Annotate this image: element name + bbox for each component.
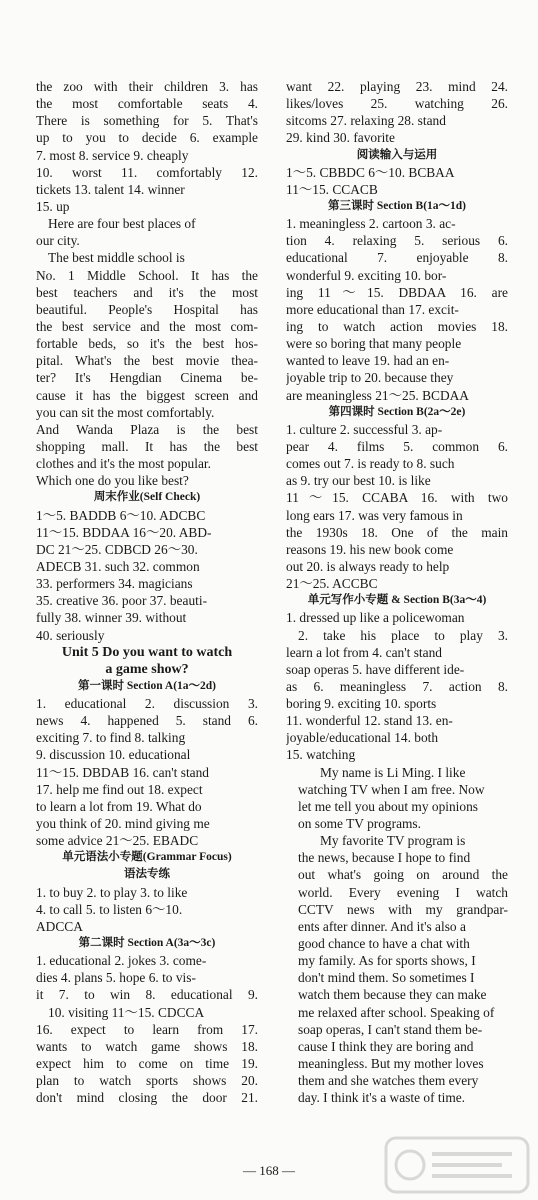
- right-line: let me tell you about my opinions: [298, 798, 479, 814]
- right-line: more educational than 17. excit-: [286, 301, 459, 317]
- right-line: my family. As for sports shows, I: [298, 953, 476, 969]
- left-line: 35. creative 36. poor 37. beauti-: [36, 593, 208, 609]
- right-line: joyable/educational 14. both: [286, 730, 439, 746]
- left-line: the most comfortable seats 4.: [36, 96, 258, 112]
- right-line: were so boring that many people: [286, 336, 462, 352]
- right-line: 11. wonderful 12. stand 13. en-: [286, 713, 453, 729]
- left-line: 单元语法小专题(Grammar Focus): [62, 851, 232, 864]
- left-line: a game show?: [105, 661, 189, 677]
- right-line: reasons 19. his new book come: [286, 541, 454, 557]
- right-line: 第四课时 Section B(2a～2e): [328, 405, 466, 418]
- left-line: expect him to come on time 19.: [36, 1056, 258, 1072]
- page-number: — 168 —: [243, 1163, 295, 1178]
- right-line: My favorite TV program is: [320, 833, 466, 849]
- left-line: exciting 7. to find 8. talking: [36, 730, 186, 746]
- right-line: on some TV programs.: [298, 816, 421, 832]
- left-line: it 7. to win 8. educational 9.: [36, 987, 258, 1003]
- right-line: the news, because I hope to find: [298, 850, 471, 866]
- right-line: joyable trip to 20. because they: [286, 370, 454, 386]
- right-line: boring 9. exciting 10. sports: [286, 696, 437, 712]
- right-line: 阅读输入与运用: [356, 148, 438, 161]
- left-line: The best middle school is: [48, 250, 185, 266]
- left-line: you think of 20. mind giving me: [36, 816, 210, 832]
- right-line: 单元写作小专题 & Section B(3a～4): [307, 594, 487, 607]
- right-line: 1. dressed up like a policewoman: [286, 610, 465, 626]
- left-line: And Wanda Plaza is the best: [36, 421, 258, 437]
- right-line: 第三课时 Section B(1a～1d): [328, 199, 466, 212]
- right-line: want 22. playing 23. mind 24.: [286, 79, 508, 94]
- left-line: cause it has the biggest screen and: [36, 387, 258, 403]
- right-column: [286, 78, 508, 1106]
- right-line: day. I think it's a waste of time.: [298, 1090, 466, 1106]
- right-line: wanted to leave 19. had an en-: [286, 353, 450, 369]
- left-line: 10. visiting 11～15. CDCCA: [48, 1004, 205, 1020]
- left-line: DC 21～25. CDBCD 26～30.: [36, 541, 198, 557]
- left-line: fortable beds, so it's the best hos-: [36, 336, 258, 352]
- left-line: 40. seriously: [36, 627, 105, 643]
- right-line: 1. culture 2. successful 3. ap-: [286, 421, 443, 437]
- left-line: Here are four best places of: [48, 216, 196, 232]
- left-line: 第一课时 Section A(1a～2d): [78, 679, 216, 692]
- left-line: 10. worst 11. comfortably 12.: [36, 164, 258, 180]
- left-line: don't mind closing the door 21.: [36, 1090, 258, 1106]
- left-column: [36, 78, 258, 1106]
- left-line: 15. up: [36, 198, 70, 214]
- left-line: tickets 13. talent 14. winner: [36, 181, 185, 197]
- right-line: out 20. is always ready to help: [286, 558, 450, 574]
- left-line: wants to watch game shows 18.: [36, 1038, 258, 1054]
- left-line: 11～15. BDDAA 16～20. ABD-: [36, 524, 212, 540]
- right-line: are meaningless 21～25. BCDAA: [286, 387, 469, 403]
- right-line: 1～5. CBBDC 6～10. BCBAA: [286, 164, 455, 180]
- left-line: ter? It's Hengdian Cinema be-: [36, 370, 258, 386]
- left-line: the zoo with their children 3. has: [36, 79, 258, 94]
- right-line: My name is Li Ming. I like: [320, 764, 466, 780]
- right-line: sitcoms 27. relaxing 28. stand: [286, 113, 446, 129]
- left-line: No. 1 Middle School. It has the: [36, 267, 258, 283]
- left-line: plan to watch sports shows 20.: [36, 1073, 258, 1089]
- left-line: our city.: [36, 233, 80, 249]
- left-line: 1. educational 2. discussion 3.: [36, 696, 258, 712]
- right-line: me relaxed after school. Speaking of: [298, 1004, 495, 1020]
- left-line: 4. to call 5. to listen 6～10.: [36, 901, 183, 917]
- left-line: beautiful. People's Hospital has: [36, 301, 258, 317]
- right-line: 21～25. ACCBC: [286, 576, 378, 592]
- right-line: ing to watch action movies 18.: [286, 318, 508, 334]
- right-line: soap operas, I can't stand them be-: [298, 1021, 483, 1037]
- left-line: 9. discussion 10. educational: [36, 747, 191, 763]
- left-line: dies 4. plans 5. hope 6. to vis-: [36, 970, 196, 986]
- right-line: ents after dinner. And it's also a: [298, 918, 466, 934]
- left-line: ADCCA: [36, 918, 83, 934]
- right-line: 15. watching: [286, 747, 356, 763]
- right-line: ing 11～15. DBDAA 16. are: [286, 284, 508, 300]
- left-line: shopping mall. It has the best: [36, 438, 258, 454]
- right-line: watching TV when I am free. Now: [298, 781, 485, 797]
- right-line: pear 4. films 5. common 6.: [286, 438, 508, 454]
- right-line: learn a lot from 4. can't stand: [286, 644, 442, 660]
- left-line: 16. expect to learn from 17.: [36, 1021, 258, 1037]
- watermark-logo: [382, 1134, 532, 1196]
- left-line: 周末作业(Self Check): [93, 491, 201, 504]
- left-line: you can sit the most comfortably.: [36, 404, 215, 420]
- left-line: 11～15. DBDAB 16. can't stand: [36, 764, 210, 780]
- left-line: to learn a lot from 19. What do: [36, 798, 202, 814]
- right-line: the 1930s 18. One of the main: [286, 524, 508, 540]
- right-line: watch them because they can make: [298, 987, 487, 1003]
- right-line: meaningless. But my mother loves: [298, 1056, 484, 1072]
- left-line: up to you to decide 6. example: [36, 130, 258, 146]
- left-line: There is something for 5. That's: [36, 113, 258, 129]
- left-line: best teachers and it's the most: [36, 284, 258, 300]
- left-line: the best service and the most com-: [36, 318, 258, 334]
- right-line: as 9. try our best 10. is like: [286, 473, 431, 489]
- right-line: CCTV news with my grandpar-: [298, 901, 508, 917]
- right-line: them and she watches them every: [298, 1073, 479, 1089]
- right-line: likes/loves 25. watching 26.: [286, 96, 508, 112]
- left-line: 1. educational 2. jokes 3. come-: [36, 953, 207, 969]
- left-line: 1. to buy 2. to play 3. to like: [36, 884, 188, 900]
- right-line: cause I think they are boring and: [298, 1038, 474, 1054]
- left-line: ADECB 31. such 32. common: [36, 558, 200, 574]
- left-line: 1～5. BADDB 6～10. ADCBC: [36, 507, 206, 523]
- right-line: tion 4. relaxing 5. serious 6.: [286, 233, 508, 249]
- right-line: long ears 17. was very famous in: [286, 507, 463, 523]
- right-line: good chance to have a chat with: [298, 936, 470, 952]
- right-line: world. Every evening I watch: [298, 884, 508, 900]
- right-line: 1. meaningless 2. cartoon 3. ac-: [286, 216, 456, 232]
- left-line: some advice 21～25. EBADC: [36, 833, 199, 849]
- left-line: 17. help me find out 18. expect: [36, 781, 203, 797]
- left-line: 语法专练: [124, 868, 170, 881]
- left-line: 33. performers 34. magicians: [36, 576, 193, 592]
- right-line: 11～15. CCABA 16. with two: [286, 490, 508, 506]
- right-line: 11～15. CCACB: [286, 181, 378, 197]
- left-line: pital. What's the best movie thea-: [36, 353, 258, 369]
- right-line: don't mind them. So sometimes I: [298, 970, 475, 986]
- left-line: news 4. happened 5. stand 6.: [36, 713, 258, 729]
- left-line: Which one do you like best?: [36, 473, 189, 489]
- left-line: fully 38. winner 39. without: [36, 610, 187, 626]
- right-line: wonderful 9. exciting 10. bor-: [286, 267, 447, 283]
- right-line: as 6. meaningless 7. action 8.: [286, 678, 508, 694]
- left-line: clothes and it's the most popular.: [36, 456, 211, 472]
- right-line: soap operas 5. have different ide-: [286, 661, 465, 677]
- right-line: 29. kind 30. favorite: [286, 130, 395, 146]
- right-line: out what's going on around the: [298, 867, 508, 883]
- right-line: 2. take his place to play 3.: [298, 627, 508, 643]
- right-line: educational 7. enjoyable 8.: [286, 250, 508, 266]
- left-line: Unit 5 Do you want to watch: [61, 644, 233, 660]
- left-line: 7. most 8. service 9. cheaply: [36, 147, 189, 163]
- right-line: comes out 7. is ready to 8. such: [286, 456, 455, 472]
- left-line: 第二课时 Section A(3a～3c): [78, 937, 216, 950]
